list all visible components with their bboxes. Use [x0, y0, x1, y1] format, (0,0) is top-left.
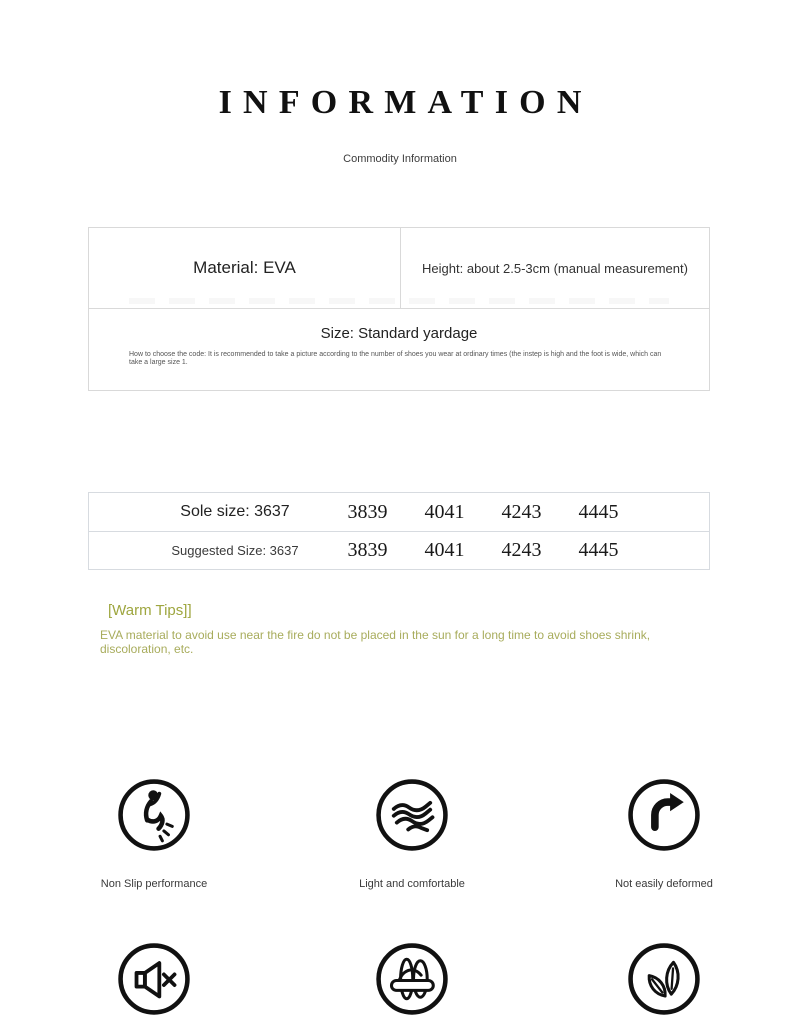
- feature-flexible-sole: [312, 941, 512, 1022]
- feature-label: Non Slip performance: [100, 878, 208, 890]
- material-value: Material: EVA: [89, 228, 401, 308]
- size-heading: Size: Standard yardage: [320, 325, 478, 342]
- suggested-size-value: 4243: [501, 539, 542, 561]
- feature-non-slip: [54, 777, 254, 890]
- warm-tips-body: EVA material to avoid use near the fire do not be placed in the sun for a long time to avoid shoes shrink, discoloration, etc.: [100, 628, 651, 656]
- page-title: INFORMATION: [218, 84, 593, 121]
- feature-eco-material: [564, 941, 764, 1022]
- sole-size-value: 3839: [347, 500, 388, 523]
- feature-label: Not easily deformed: [615, 878, 713, 890]
- suggested-size-value: 4041: [424, 539, 465, 561]
- sole-size-value: 4445: [578, 500, 619, 523]
- size-note: How to choose the code: It is recommended to take a picture according to the number of shoes you wear at ordinary times (the instep is high and the foot is wide, which can take a large size 1.: [129, 351, 662, 367]
- sole-size-value: 4243: [501, 500, 542, 523]
- sole-size-value: 4041: [424, 500, 465, 523]
- suggested-size-label: Suggested Size: 3637: [171, 543, 299, 558]
- page-subtitle: Commodity Information: [343, 153, 457, 165]
- sole-size-label: Sole size: 3637: [180, 503, 290, 520]
- feature-mute: [54, 941, 254, 1022]
- faded-text-artifact: [129, 298, 669, 304]
- spec-row-material-height: [89, 228, 709, 309]
- feature-not-deformed: [564, 777, 764, 890]
- u-turn-arrow-icon: [626, 777, 702, 853]
- mute-speaker-icon: [116, 941, 192, 1017]
- size-table: [88, 492, 710, 570]
- flexible-sole-icon: [374, 941, 450, 1017]
- height-value: Height: about 2.5-3cm (manual measurement): [422, 260, 688, 276]
- suggested-size-value: 3839: [347, 539, 388, 561]
- warm-tips-heading: [Warm Tips]]: [108, 602, 192, 619]
- leaves-icon: [626, 941, 702, 1017]
- feature-label: Light and comfortable: [359, 878, 465, 890]
- table-row-sole-size: [89, 493, 709, 531]
- waves-icon: [374, 777, 450, 853]
- spec-row-size: [89, 309, 709, 390]
- slip-fall-icon: [116, 777, 192, 853]
- feature-light-comfortable: [312, 777, 512, 890]
- table-row-suggested-size: [89, 531, 709, 569]
- spec-table: [88, 227, 710, 391]
- suggested-size-value: 4445: [578, 539, 619, 561]
